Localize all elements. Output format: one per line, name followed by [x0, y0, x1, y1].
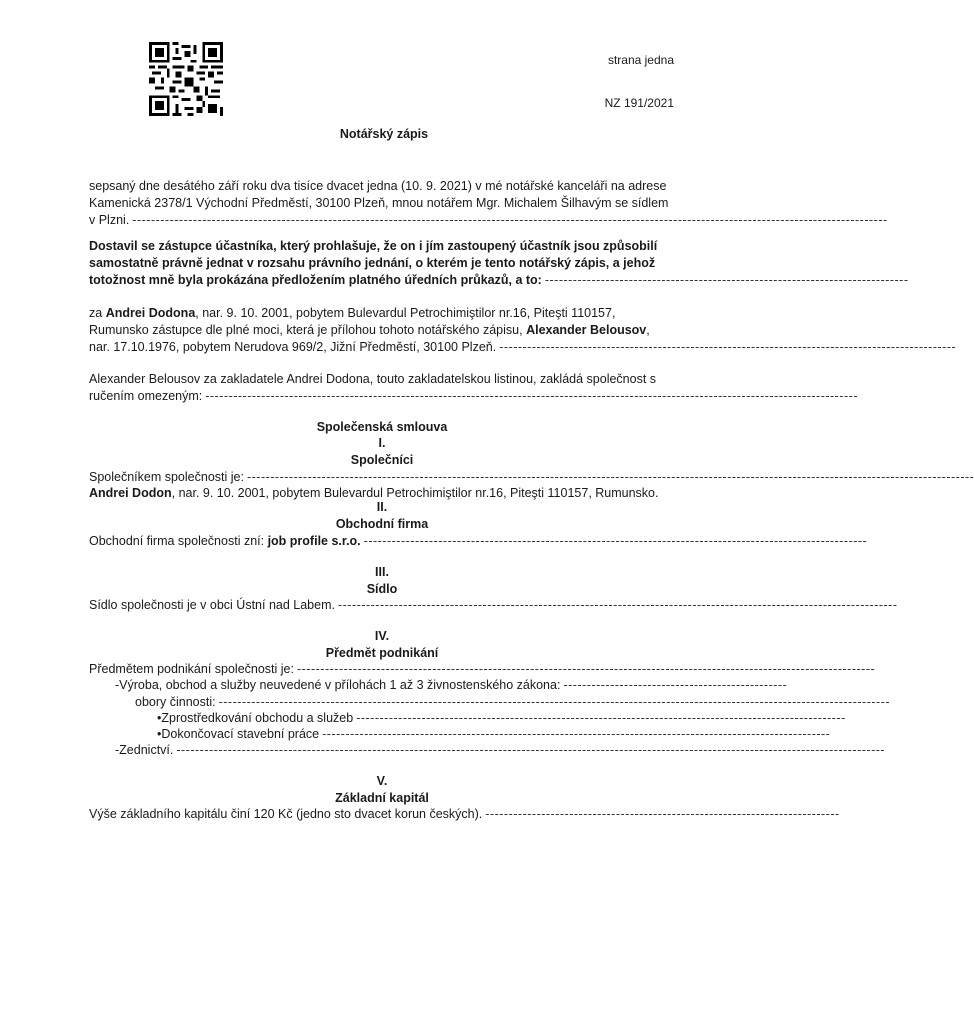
dash-fill: ------------------------------------------------------------------------------: [544, 273, 909, 287]
sub-list-item: • Zprostředkování obchodu a služeb ---------------------------------------------------------------------------------------------------------: [157, 711, 846, 725]
section-number: III.: [375, 565, 389, 579]
contract-heading: Společenská smlouva: [316, 420, 448, 434]
section-title: Předmět podnikání: [325, 646, 439, 660]
dash-fill: ----------------------------------------------------------------------------: [485, 807, 840, 821]
dash-fill: --------------------------------------------------------------------------------------------------------------------------------------------------------: [176, 743, 886, 757]
shareholder-detail: Andrei Dodon, nar. 9. 10. 2001, pobytem Bulevardul Petrochimiştilor nr.16, Piteşti 110157, Rumunsko.: [89, 486, 659, 500]
list-item: - Zednictví. --------------------------------------------------------------------------------------------------------------------------------------------------------: [115, 743, 886, 757]
dash-fill: ------------------------------------------------------------------------------------------------------------------------------------------------: [218, 695, 891, 709]
intro-line: Kamenická 2378/1 Východní Předměstí, 30100 Plzeň, mnou notářem Mgr. Michalem Šilhavým se sídlem: [89, 196, 669, 210]
document-number: NZ 191/2021: [604, 96, 674, 110]
firm-name: job profile s.r.o.: [267, 534, 361, 548]
capital-line: Výše základního kapitálu činí 120 Kč (jedno sto dvacet korun českých). ----------------------------------------------------------------------------: [89, 807, 840, 821]
intro-line: v Plzni. ------------------------------------------------------------------------------------------------------------------------------------------------------------------: [89, 213, 888, 227]
statement-line: Dostavil se zástupce účastníka, který prohlašuje, že on i jím zastoupený účastník jsou způsobilí: [89, 239, 658, 253]
statement-paragraph: [89, 238, 909, 289]
party-name: Andrei Dodona: [105, 306, 196, 320]
bullet-marker: •: [157, 711, 162, 725]
party-line: za Andrei Dodona, nar. 9. 10. 2001, pobytem Bulevardul Petrochimiştilor nr.16, Piteşti 110157,: [89, 306, 616, 320]
intro-paragraph: [89, 178, 888, 229]
dash-marker: -: [115, 678, 120, 692]
party-line: nar. 17.10.1976, pobytem Nerudova 969/2, Jižní Předměstí, 30100 Plzeň. --------------------------------------------------------------------------------------------------: [89, 340, 957, 354]
dash-fill: ------------------------------------------------: [563, 678, 788, 692]
qr-code: [147, 42, 225, 116]
sub-list-item: • Dokončovací stavební práce -------------------------------------------------------------------------------------------------------------: [157, 727, 831, 741]
party-line: Rumunsko zástupce dle plné moci, která je přílohou tohoto notářského zápisu, Alexander Belousov,: [89, 323, 650, 337]
founding-paragraph: [89, 371, 858, 405]
page-label: strana jedna: [607, 53, 674, 67]
statement-line: totožnost mně byla prokázána předložením platného úředních průkazů, a to: ------------------------------------------------------------------------------: [89, 273, 909, 287]
list-item: - Výroba, obchod a služby neuvedené v přílohách 1 až 3 živnostenského zákona: ------------------------------------------------: [115, 678, 788, 692]
section-title: Obchodní firma: [335, 517, 429, 531]
section-title: Základní kapitál: [335, 791, 429, 805]
dash-fill: ------------------------------------------------------------------------------------------------------------------------------------------------------------: [246, 470, 974, 484]
dash-marker: -: [115, 743, 120, 757]
dash-fill: ------------------------------------------------------------------------------------------------------------------------------------------------------------------: [132, 213, 888, 227]
bullet-marker: •: [157, 727, 162, 741]
dash-fill: --------------------------------------------------------------------------------------------------: [499, 340, 957, 354]
seat-line: Sídlo společnosti je v obci Ústní nad Labem. ------------------------------------------------------------------------------------------------------------------------: [89, 598, 898, 612]
dash-fill: -------------------------------------------------------------------------------------------------------------: [322, 727, 831, 741]
document-title: Notářský zápis: [339, 127, 429, 141]
statement-line: samostatně právně jednat v rozsahu právního jednání, o kterém je tento notářský zápis, a jehož: [89, 256, 656, 270]
section-title: Sídlo: [366, 582, 398, 596]
intro-line: sepsaný dne desátého září roku dva tisíce dvacet jedna (10. 9. 2021) v mé notářské kanceláři na adrese: [89, 179, 667, 193]
shareholder-line: Společníkem společnosti je: ------------------------------------------------------------------------------------------------------------------------------------------------------------: [89, 470, 974, 484]
section-number: II.: [376, 500, 388, 514]
section-number: V.: [376, 774, 388, 788]
dash-fill: ---------------------------------------------------------------------------------------------------------: [356, 711, 846, 725]
section-number: I.: [378, 436, 386, 450]
dash-fill: ------------------------------------------------------------------------------------------------------------------------: [337, 598, 898, 612]
shareholder-name: Andrei Dodon: [89, 486, 172, 500]
section-number: IV.: [374, 629, 390, 643]
section-title: Společníci: [350, 453, 414, 467]
business-line: Předmětem podnikání společnosti je: ----------------------------------------------------------------------------------------------------------------------------: [89, 662, 876, 676]
list-item-continuation: obory činnosti: ------------------------------------------------------------------------------------------------------------------------------------------------: [135, 695, 891, 709]
firm-line: Obchodní firma společnosti zní: job profile s.r.o. ------------------------------------------------------------------------------------------------------------: [89, 534, 868, 548]
dash-fill: ------------------------------------------------------------------------------------------------------------: [363, 534, 868, 548]
founding-line: ručením omezeným: --------------------------------------------------------------------------------------------------------------------------------------------: [89, 389, 858, 403]
party-paragraph: [89, 305, 957, 356]
representative-name: Alexander Belousov: [526, 323, 647, 337]
founding-line: Alexander Belousov za zakladatele Andrei Dodona, touto zakladatelskou listinou, zakládá společnost s: [89, 372, 657, 386]
dash-fill: --------------------------------------------------------------------------------------------------------------------------------------------: [205, 389, 858, 403]
dash-fill: ----------------------------------------------------------------------------------------------------------------------------: [296, 662, 876, 676]
